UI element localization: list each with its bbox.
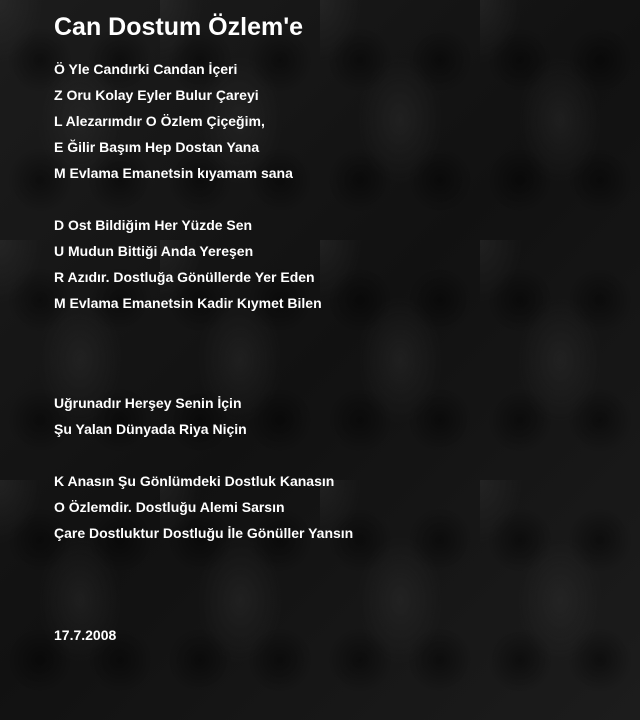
stanza-3 xyxy=(54,390,640,442)
poem-body xyxy=(54,56,640,648)
stanza-spacer xyxy=(54,316,640,390)
poem-line: E Ğilir Başım Hep Dostan Yana xyxy=(54,139,260,155)
stanza-1 xyxy=(54,56,640,186)
poem-line: Şu Yalan Dünyada Riya Niçin xyxy=(54,421,247,437)
poem-line: U Mudun Bittiği Anda Yereşen xyxy=(54,243,254,259)
poem-title: Can Dostum Özlem'e xyxy=(54,13,304,41)
poem-line: D Ost Bildiğim Her Yüzde Sen xyxy=(54,217,253,233)
poem-line: Çare Dostluktur Dostluğu İle Gönüller Yansın xyxy=(54,525,354,541)
stanza-spacer xyxy=(54,186,640,212)
poem-line: M Evlama Emanetsin kıyamam sana xyxy=(54,165,293,181)
stanza-spacer xyxy=(54,442,640,468)
stanza-2 xyxy=(54,212,640,316)
poem-date: 17.7.2008 xyxy=(54,627,117,643)
poem-line: K Anasın Şu Gönlümdeki Dostluk Kanasın xyxy=(54,473,335,489)
poem-line: Z Oru Kolay Eyler Bulur Çareyi xyxy=(54,87,259,103)
poem-line: L Alezarımdır O Özlem Çiçeğim, xyxy=(54,113,265,129)
date-spacer xyxy=(54,546,640,622)
poem-line: O Özlemdir. Dostluğu Alemi Sarsın xyxy=(54,499,285,515)
poem-line: Ö Yle Candırki Candan İçeri xyxy=(54,61,238,77)
stanza-4 xyxy=(54,468,640,546)
poem-line: Uğrunadır Herşey Senin İçin xyxy=(54,395,242,411)
poem-line: M Evlama Emanetsin Kadir Kıymet Bilen xyxy=(54,295,322,311)
poem-line: R Azıdır. Dostluğa Gönüllerde Yer Eden xyxy=(54,269,315,285)
